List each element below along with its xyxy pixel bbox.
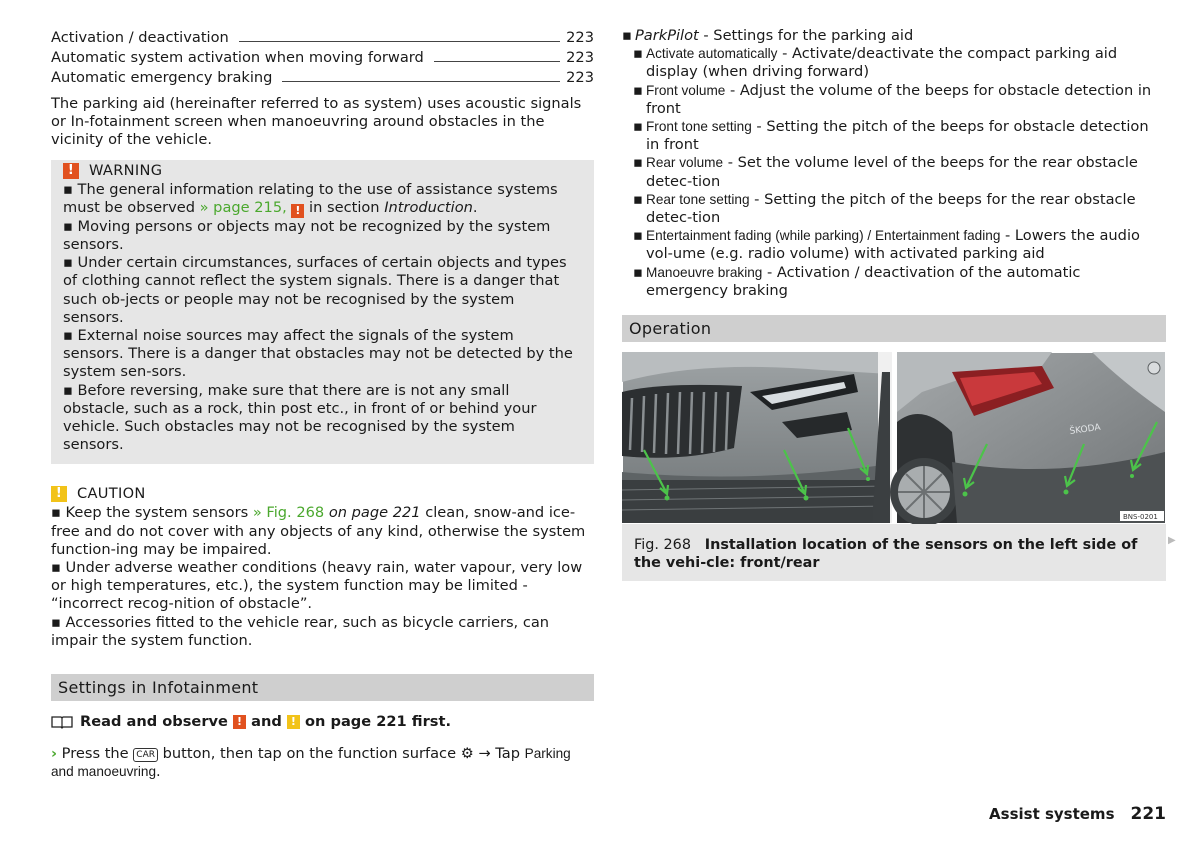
toc-row[interactable]	[51, 27, 594, 47]
warning-text: .	[472, 198, 478, 216]
setting-item	[622, 45, 1166, 81]
warning-title: WARNING	[89, 161, 163, 179]
instruction-text: → Tap	[478, 745, 521, 763]
instruction-text: Press the	[61, 745, 129, 763]
caution-emphasis: on page 221	[324, 504, 421, 522]
setting-description: - Activate/deactivate the compact parking aid display (when driving forward)	[646, 45, 1118, 81]
setting-description: - Setting the pitch of the beeps for the rear obstacle detec-tion	[646, 190, 1136, 227]
caution-icon: !	[287, 715, 300, 729]
warning-item: ▪ Under certain circumstances, surfaces of certain objects and types of clothing cannot reflect the system signals. There is a danger that such ob-jects or people may not be recognised by the system sensors.	[63, 254, 567, 326]
page-link[interactable]: » page 215,	[199, 198, 287, 216]
setting-name: Rear volume	[646, 155, 724, 171]
toc	[51, 27, 594, 87]
page-number: 221	[1130, 804, 1166, 824]
book-icon	[51, 715, 73, 729]
warning-box	[51, 160, 594, 465]
menu-target-label: Parking and manoeuvring	[51, 746, 571, 780]
warning-header	[63, 161, 576, 181]
warning-item: ▪ External noise sources may affect the signals of the system sensors. There is a danger that obstacles may not be detected by the system sen-sors.	[63, 327, 573, 381]
setting-item	[622, 264, 1166, 300]
bullet: ▪	[633, 81, 643, 99]
read-observe-text: on page 221 first.	[305, 713, 451, 731]
warning-emphasis: Introduction	[384, 198, 473, 216]
toc-label: Activation / deactivation	[51, 28, 229, 46]
caution-item: ▪ Under adverse weather conditions (heavy rain, water vapour, very low or high temperatures, etc.), the system function may be limited - “incorrect recog-nition of obstacle”.	[51, 559, 583, 613]
toc-leader	[239, 41, 560, 42]
caution-title: CAUTION	[77, 485, 146, 503]
step-chevron-icon: ›	[51, 745, 58, 763]
setting-name: Activate automatically	[646, 46, 778, 62]
setting-description: - Activation / deactivation of the automatic emergency braking	[646, 263, 1081, 299]
setting-item	[622, 154, 1166, 190]
caution-text: clean, snow-and ice-free and do not cover with any objects of any kind, otherwise the system function-ing may be impaired.	[51, 504, 586, 558]
instruction-step	[51, 745, 594, 781]
warning-icon: !	[63, 163, 79, 179]
caution-text: ▪ Keep the system sensors	[51, 504, 253, 522]
setting-item	[622, 191, 1166, 227]
toc-label: Automatic emergency braking	[51, 68, 273, 86]
rear-badge: ŠKODA	[1069, 422, 1102, 438]
parkpilot-description: - Settings for the parking aid	[698, 27, 914, 44]
bullet: ▪	[633, 45, 643, 63]
setting-description: - Lowers the audio vol-ume (e.g. radio volume) with activated parking aid	[646, 227, 1140, 263]
bullet: ▪	[633, 263, 643, 281]
setting-name: Front tone setting	[646, 119, 752, 135]
setting-name: Entertainment fading (while parking) / Entertainment fading	[646, 228, 1001, 244]
parkpilot-title: ParkPilot	[635, 27, 699, 44]
caution-header	[51, 484, 594, 504]
warning-icon: !	[233, 715, 246, 729]
setting-name: Rear tone setting	[646, 191, 750, 207]
front-view	[622, 352, 892, 523]
warning-icon: !	[291, 204, 304, 218]
figure-number: Fig. 268	[634, 537, 691, 554]
toc-row[interactable]	[51, 47, 594, 67]
warning-item: ▪ Moving persons or objects may not be recognized by the system sensors.	[63, 217, 551, 254]
continue-arrow-icon: ▶	[1168, 535, 1176, 546]
bullet: ▪	[633, 154, 643, 172]
car-button-icon: CAR	[133, 748, 158, 762]
parkpilot-heading	[622, 27, 1166, 45]
section-heading-operation: Operation	[622, 315, 1166, 342]
car-illustration	[622, 352, 1166, 524]
footer-section-title: Assist systems	[989, 805, 1115, 823]
warning-text: ▪ The general information relating to the use of assistance systems must be observed	[63, 180, 558, 216]
bullet: ▪	[633, 190, 643, 208]
figure-link[interactable]: » Fig. 268	[252, 504, 325, 522]
setting-item	[622, 82, 1166, 118]
bullet: ▪	[633, 227, 643, 245]
caution-item	[51, 504, 594, 559]
figure-code: BNS-0201	[1123, 513, 1158, 522]
toc-leader	[434, 61, 560, 62]
toc-page: 223	[566, 68, 594, 86]
setting-description: - Set the volume level of the beeps for the rear obstacle detec-tion	[646, 154, 1138, 190]
warning-text: in section	[304, 198, 385, 216]
figure-caption	[622, 524, 1166, 581]
instruction-text: button, then tap on the function surface	[162, 745, 457, 763]
toc-page: 223	[566, 48, 594, 66]
toc-label: Automatic system activation when moving forward	[51, 48, 424, 66]
figure-sensor-locations	[622, 352, 1166, 524]
setting-item	[622, 227, 1166, 263]
intro-paragraph: The parking aid (hereinafter referred to as system) uses acoustic signals or In-fotainment screen when manoeuvring around obstacles in the vicinity of the vehicle.	[51, 95, 582, 149]
section-heading-settings: Settings in Infotainment	[51, 674, 594, 701]
warning-item: ▪ Before reversing, make sure that there are is not any small obstacle, such as a rock, thin post etc., in front of or behind your vehicle. Such obstacles may not be recognised by the system sensors.	[63, 381, 537, 454]
setting-description: - Setting the pitch of the beeps for obstacle detection in front	[646, 118, 1149, 154]
page-footer	[989, 804, 1166, 824]
caution-block	[51, 484, 594, 650]
left-column	[51, 27, 594, 782]
setting-item	[622, 118, 1166, 154]
setting-description: - Adjust the volume of the beeps for obstacle detection in front	[646, 81, 1152, 117]
bullet: ▪	[633, 118, 643, 136]
setting-name: Manoeuvre braking	[646, 264, 763, 280]
caution-item: ▪ Accessories fitted to the vehicle rear, such as bicycle carriers, can impair the system function.	[51, 613, 550, 649]
instruction-text: .	[156, 763, 161, 781]
settings-gear-icon: ⚙	[460, 745, 474, 763]
toc-row[interactable]	[51, 67, 594, 87]
caution-icon: !	[51, 486, 67, 502]
figure-caption-text: Installation location of the sensors on the left side of the vehi-cle: front/rear	[634, 537, 1138, 572]
toc-leader	[282, 81, 560, 82]
read-observe-line	[51, 713, 594, 731]
setting-name: Front volume	[646, 82, 726, 98]
read-observe-text: and	[251, 713, 282, 731]
toc-page: 223	[566, 28, 594, 46]
rear-view	[890, 352, 1165, 524]
right-column	[622, 27, 1166, 581]
warning-item	[63, 181, 576, 218]
read-observe-text: Read and observe	[80, 713, 228, 731]
bullet: ▪	[622, 27, 632, 44]
